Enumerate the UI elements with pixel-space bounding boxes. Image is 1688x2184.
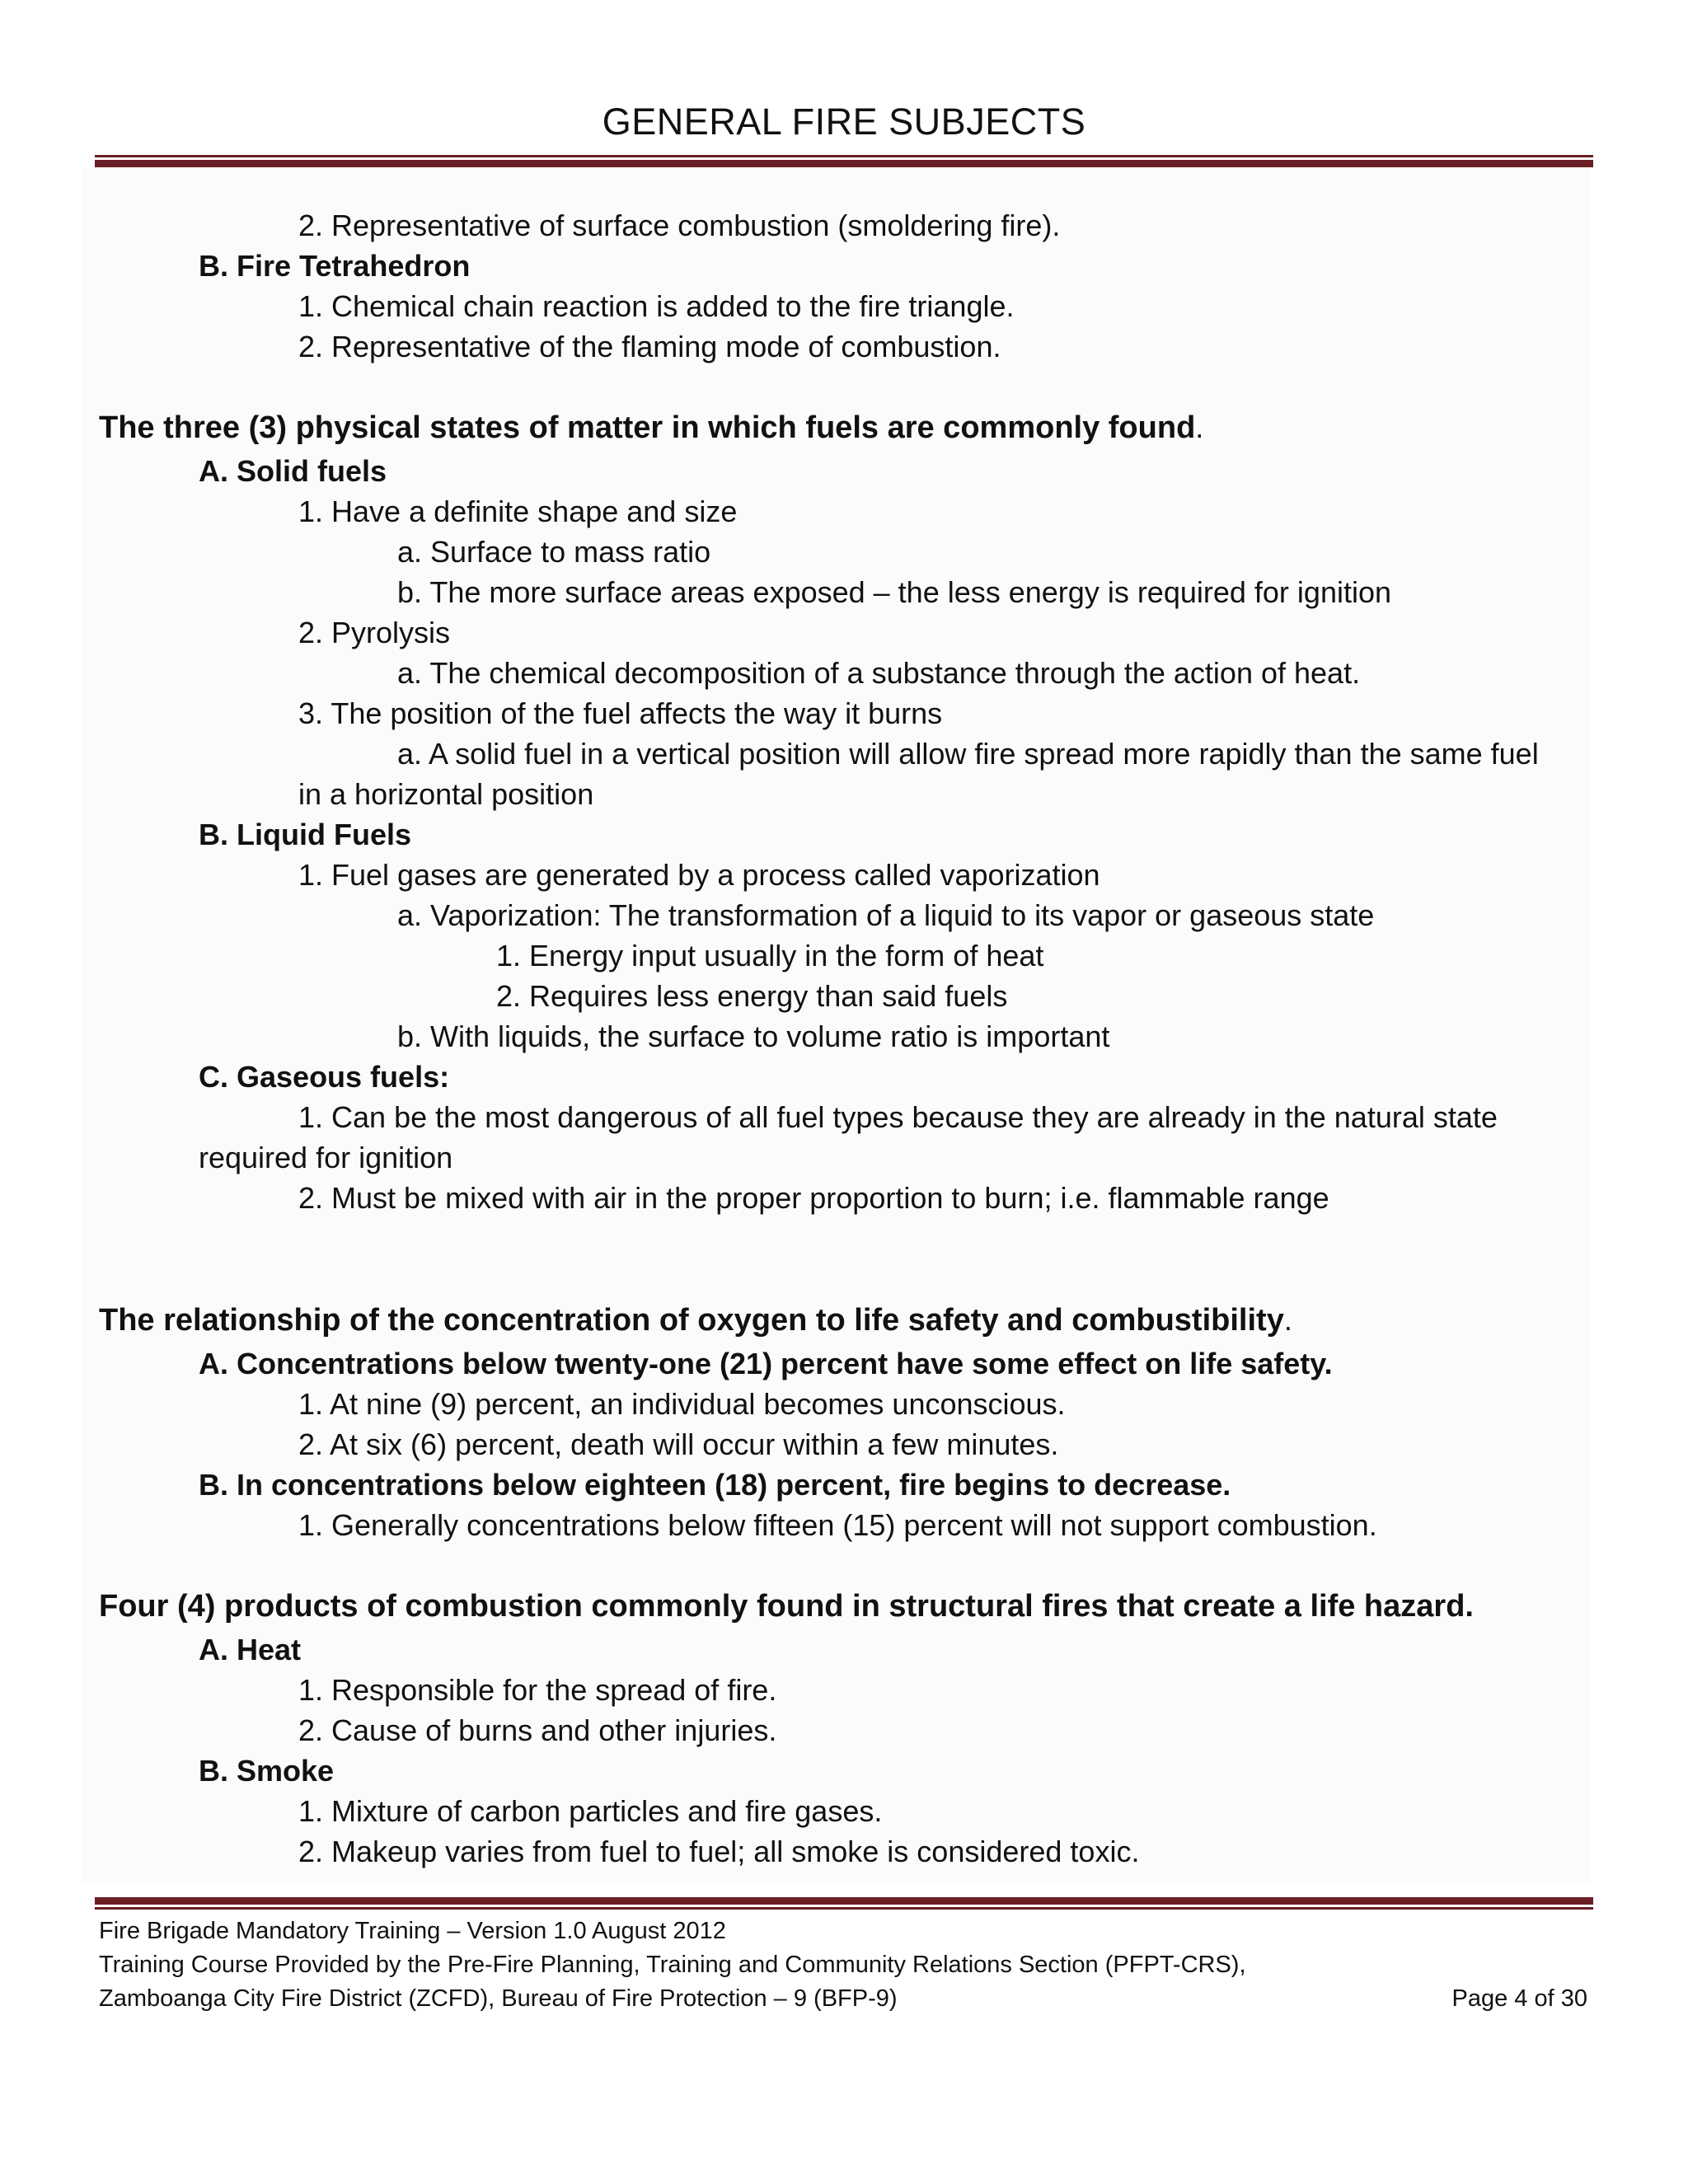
subheading-liquid-fuels: B. Liquid Fuels xyxy=(199,818,411,851)
outline-item-continuation: required for ignition xyxy=(199,1141,453,1174)
section-heading-oxygen xyxy=(99,1302,1292,1338)
subheading-below-eighteen: B. In concentrations below eighteen (18) percent, fire begins to decrease. xyxy=(199,1468,1231,1502)
page-number: Page 4 of 30 xyxy=(1451,1985,1587,2012)
outline-item: 2. Representative of the flaming mode of combustion. xyxy=(298,330,1001,363)
section-heading-physical-states xyxy=(99,410,1203,446)
outline-item: 1. Have a definite shape and size xyxy=(298,494,738,528)
heading-text: The relationship of the concentration of oxygen to life safety and combustibility xyxy=(99,1303,1284,1338)
outline-item-continuation: in a horizontal position xyxy=(298,777,594,811)
section-heading-products-of-combustion: Four (4) products of combustion commonly found in structural fires that create a life hazard. xyxy=(99,1589,1474,1624)
subheading-gaseous-fuels: C. Gaseous fuels: xyxy=(199,1060,450,1094)
outline-item: b. With liquids, the surface to volume ratio is important xyxy=(397,1019,1110,1053)
outline-item: b. The more surface areas exposed – the less energy is required for ignition xyxy=(397,575,1391,609)
outline-item: 2. Representative of surface combustion (smoldering fire). xyxy=(298,209,1061,242)
outline-item: 1. Generally concentrations below fifteen (15) percent will not support combustion. xyxy=(298,1508,1377,1542)
outline-item: 1. Responsible for the spread of fire. xyxy=(298,1673,777,1707)
outline-item: 3. The position of the fuel affects the way it burns xyxy=(298,696,943,730)
outline-item: a. A solid fuel in a vertical position will allow fire spread more rapidly than the same fuel xyxy=(397,737,1539,771)
outline-item: 1. Can be the most dangerous of all fuel types because they are already in the natural state xyxy=(298,1100,1498,1134)
outline-item: 2. Makeup varies from fuel to fuel; all smoke is considered toxic. xyxy=(298,1835,1140,1868)
outline-item: 2. Must be mixed with air in the proper proportion to burn; i.e. flammable range xyxy=(298,1181,1329,1215)
outline-item: 1. Chemical chain reaction is added to the fire triangle. xyxy=(298,289,1015,323)
footer-line-2: Training Course Provided by the Pre-Fire Planning, Training and Community Relations Section (PFPT-CRS), xyxy=(99,1952,1246,1978)
outline-item: 2. Requires less energy than said fuels xyxy=(496,979,1008,1013)
subheading-fire-tetrahedron: B. Fire Tetrahedron xyxy=(199,249,471,283)
footer-line-1: Fire Brigade Mandatory Training – Version 1.0 August 2012 xyxy=(99,1918,726,1944)
subheading-heat: A. Heat xyxy=(199,1633,302,1666)
outline-item: 1. Energy input usually in the form of heat xyxy=(496,939,1044,972)
outline-item: a. The chemical decomposition of a substance through the action of heat. xyxy=(397,656,1361,690)
heading-period: . xyxy=(1283,1303,1292,1337)
footer-line-3: Zamboanga City Fire District (ZCFD), Bureau of Fire Protection – 9 (BFP-9) xyxy=(99,1985,898,2012)
outline-item: 2. At six (6) percent, death will occur within a few minutes. xyxy=(298,1427,1059,1461)
outline-item: 2. Pyrolysis xyxy=(298,616,451,649)
outline-item: 2. Cause of burns and other injuries. xyxy=(298,1713,777,1747)
subheading-smoke: B. Smoke xyxy=(199,1754,335,1788)
subheading-solid-fuels: A. Solid fuels xyxy=(199,454,387,488)
heading-text: The three (3) physical states of matter in which fuels are commonly found xyxy=(99,410,1196,445)
page-title: GENERAL FIRE SUBJECTS xyxy=(602,101,1086,143)
outline-item: 1. Mixture of carbon particles and fire gases. xyxy=(298,1794,883,1828)
outline-item: a. Vaporization: The transformation of a liquid to its vapor or gaseous state xyxy=(397,898,1375,932)
outline-item: 1. At nine (9) percent, an individual becomes unconscious. xyxy=(298,1387,1066,1421)
heading-period: . xyxy=(1195,410,1204,444)
footer-divider xyxy=(95,1897,1593,1910)
subheading-concentrations: A. Concentrations below twenty-one (21) percent have some effect on life safety. xyxy=(199,1347,1333,1380)
outline-item: 1. Fuel gases are generated by a process called vaporization xyxy=(298,858,1100,892)
header-divider xyxy=(95,155,1593,167)
outline-item: a. Surface to mass ratio xyxy=(397,535,711,569)
